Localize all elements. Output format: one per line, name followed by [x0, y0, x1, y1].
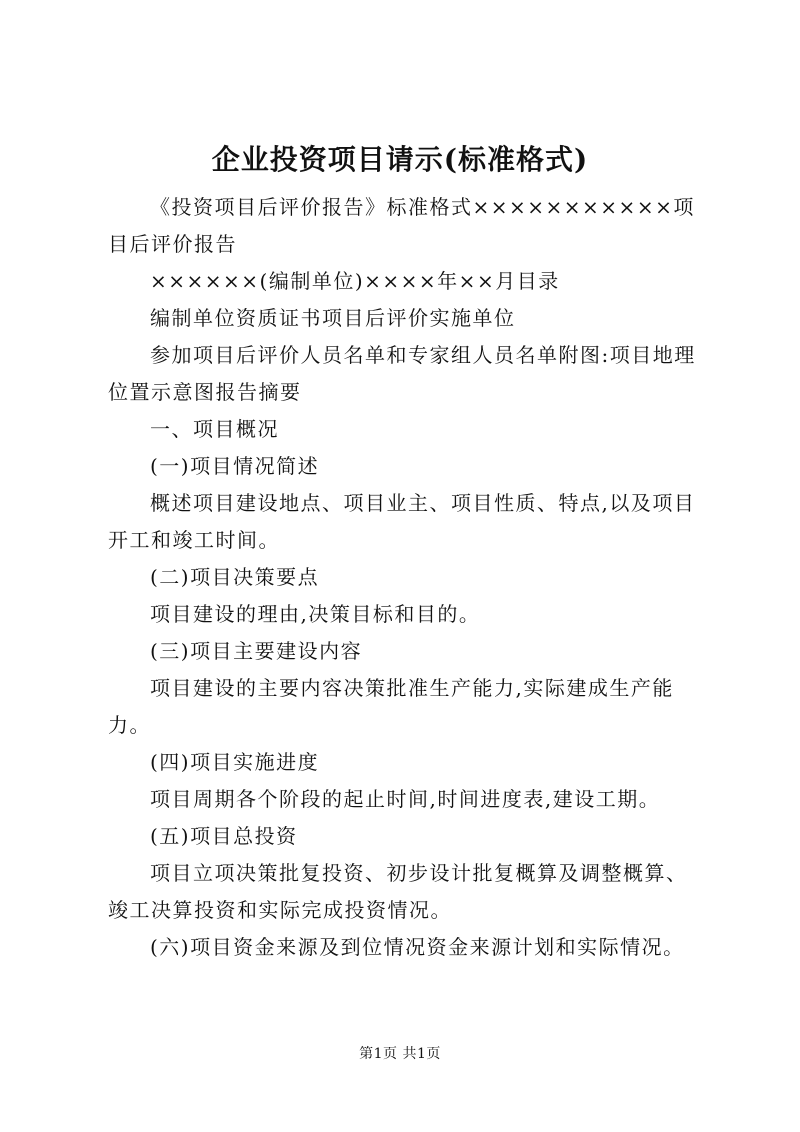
subheading-1: (一)项目情况简述 [150, 454, 320, 478]
document-title: 企业投资项目请示(标准格式) [211, 143, 589, 176]
paragraph-report-format: 《投资项目后评价报告》标准格式×××××××××××项目后评价报告 [108, 195, 695, 256]
subheading-6: (六)项目资金来源及到位情况资金来源计划和实际情况。 [150, 935, 685, 959]
subheading-4: (四)项目实施进度 [150, 750, 320, 774]
document-body [108, 189, 708, 966]
subheading-2: (二)项目决策要点 [150, 565, 320, 589]
paragraph-compiler-date: ××××××(编制单位)××××年××月目录 [150, 269, 560, 293]
subheading-5: (五)项目总投资 [150, 824, 298, 848]
paragraph-qualification: 编制单位资质证书项目后评价实施单位 [150, 306, 516, 330]
subheading-3: (三)项目主要建设内容 [150, 639, 363, 663]
paragraph-2: 项目建设的理由,决策目标和目的。 [150, 602, 481, 626]
paragraph-participants: 参加项目后评价人员名单和专家组人员名单附图:项目地理位置示意图报告摘要 [108, 343, 696, 404]
page-footer: 第1页 共1页 [359, 1046, 441, 1062]
paragraph-3: 项目建设的主要内容决策批准生产能力,实际建成生产能力。 [108, 676, 674, 737]
paragraph-1: 概述项目建设地点、项目业主、项目性质、特点,以及项目开工和竣工时间。 [108, 491, 696, 552]
section-heading-overview: 一、项目概况 [150, 417, 279, 441]
paragraph-4: 项目周期各个阶段的起止时间,时间进度表,建设工期。 [150, 787, 661, 811]
paragraph-5: 项目立项决策批复投资、初步设计批复概算及调整概算、竣工决算投资和实际完成投资情况。 [108, 861, 688, 922]
